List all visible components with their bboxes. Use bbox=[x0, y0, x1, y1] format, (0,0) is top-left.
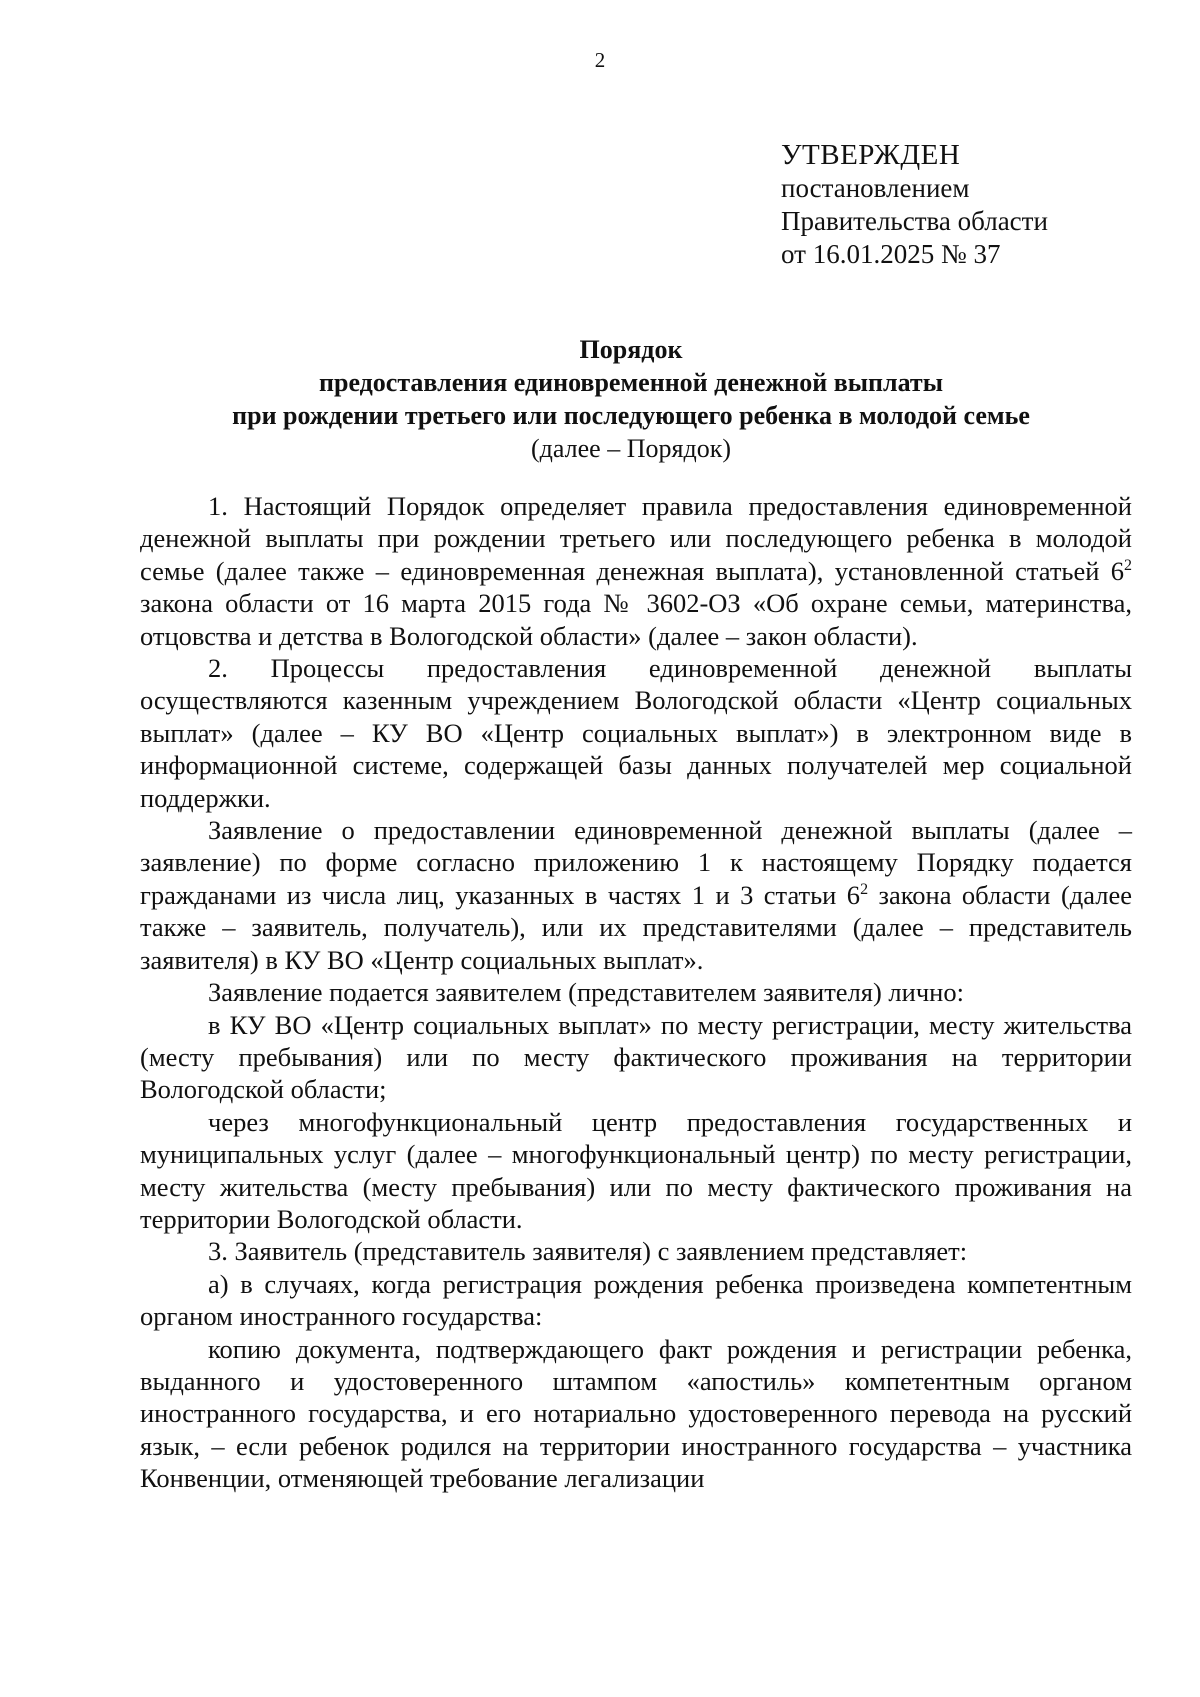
paragraph-3-superscript: 2 bbox=[860, 880, 869, 898]
paragraph-8: а) в случаях, когда регистрация рождения ребенка произведена компетентным органом иностранного государства: bbox=[140, 1268, 1132, 1332]
paragraph-2: 2. Процессы предоставления единовременной денежной выплаты осуществляются казенным учреждением Вологодской области «Центр социальных выплат» (далее – КУ ВО «Центр социальных выплат») в электронном виде в информационной системе, содержащей базы данных получателей мер социальной поддержки. bbox=[140, 653, 1132, 813]
document-title bbox=[0, 333, 1200, 465]
title-line-4: (далее – Порядок) bbox=[531, 434, 731, 463]
approval-heading: УТВЕРЖДЕН bbox=[781, 139, 961, 171]
page-number: 2 bbox=[594, 48, 606, 72]
paragraph-1-superscript: 2 bbox=[1124, 556, 1132, 574]
paragraph-3-part-a: Заявление о предоставлении единовременной денежной выплаты (далее – заявление) по форме согласно приложению 1 к настоящему Порядку подается гражданами из числа лиц, указанных в частях 1 и 3 статьи 6 bbox=[140, 815, 1132, 910]
paragraph-4: Заявление подается заявителем (представителем заявителя) лично: bbox=[208, 977, 964, 1008]
paragraph-1 bbox=[140, 490, 1132, 652]
paragraph-9: копию документа, подтверждающего факт рождения и регистрации ребенка, выданного и удостоверенного штампом «апостиль» компетентным органом иностранного государства, и его нотариально удостоверенного перевода на русский язык, – если ребенок родился на территории иностранного государства – участника Конвенции, отменяющей требование легализации bbox=[140, 1333, 1132, 1494]
title-line-3: при рождении третьего или последующего ребенка в молодой семье bbox=[232, 401, 1030, 430]
approval-line-3: от 16.01.2025 № 37 bbox=[781, 239, 1001, 269]
approval-stamp bbox=[781, 139, 1048, 271]
paragraph-6: через многофункциональный центр предоставления государственных и муниципальных услуг (далее – многофункциональный центр) по месту регистрации, месту жительства (месту пребывания) или по месту фактического проживания на территории Вологодской области. bbox=[140, 1106, 1132, 1234]
paragraph-3 bbox=[140, 814, 1132, 976]
paragraph-1-part-b: закона области от 16 марта 2015 года № 3602-ОЗ «Об охране семьи, материнства, отцовства и детства в Вологодской области» (далее – закон области). bbox=[140, 588, 1132, 651]
paragraph-1-part-a: 1. Настоящий Порядок определяет правила предоставления единовременной денежной выплаты при рождении третьего или последующего ребенка в молодой семье (далее также – единовременная денежная выплата), установленной статьей 6 bbox=[140, 491, 1132, 586]
title-line-1: Порядок bbox=[579, 335, 683, 364]
paragraph-5: в КУ ВО «Центр социальных выплат» по месту регистрации, месту жительства (месту пребывания) или по месту фактического проживания на территории Вологодской области; bbox=[140, 1009, 1132, 1105]
paragraph-3-part-b: закона области (далее также – заявитель, получатель), или их представителями (далее – представитель заявителя) в КУ ВО «Центр социальных выплат». bbox=[140, 879, 1132, 975]
title-line-2: предоставления единовременной денежной выплаты bbox=[319, 368, 943, 397]
paragraph-7: 3. Заявитель (представитель заявителя) с заявлением представляет: bbox=[208, 1236, 968, 1267]
approval-line-1: постановлением bbox=[781, 173, 970, 203]
document-body bbox=[140, 490, 1132, 1495]
approval-line-2: Правительства области bbox=[781, 206, 1048, 236]
